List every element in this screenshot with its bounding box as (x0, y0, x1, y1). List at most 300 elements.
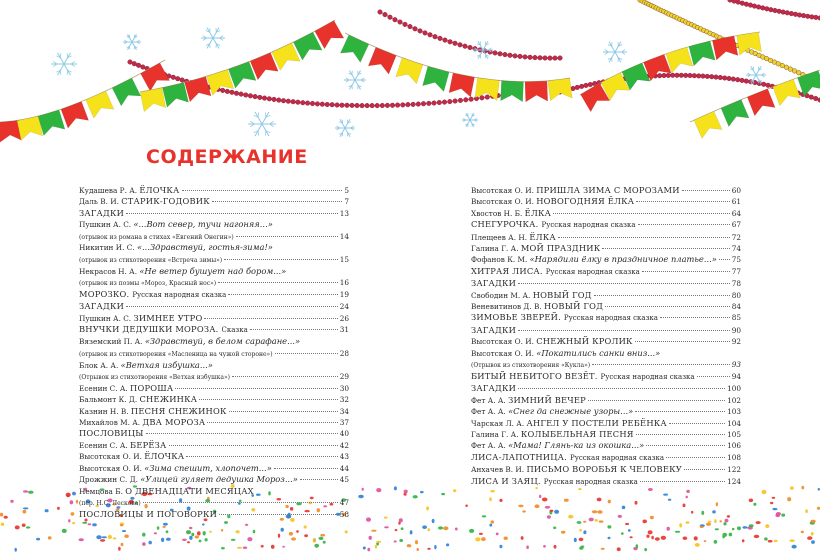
confetti-dot (725, 519, 729, 523)
toc-author: Вяземский П. А. (79, 337, 143, 347)
confetti-dot (496, 533, 499, 536)
toc-entry (79, 440, 349, 451)
garland-bead (709, 74, 714, 79)
dot-leader (638, 224, 730, 225)
toc-entry (471, 371, 741, 383)
toc-line (79, 254, 349, 266)
toc-line (471, 336, 741, 347)
toc-genre: Русская народная сказка (600, 372, 695, 381)
dot-leader (274, 468, 338, 469)
confetti-dot (189, 527, 192, 529)
toc-entry (79, 324, 349, 336)
confetti-dot (163, 523, 168, 526)
garland-bead (428, 33, 433, 38)
toc-page-number: 60 (731, 186, 741, 195)
toc-text (79, 394, 197, 405)
toc-page-number: 106 (727, 441, 741, 451)
garland-bead (401, 103, 406, 108)
toc-line (471, 243, 741, 254)
garland-bead (761, 82, 766, 87)
confetti-dot (102, 536, 107, 538)
confetti-dot (237, 547, 242, 549)
garland-bead (437, 100, 442, 105)
toc-title: ПОСЛОВИЦЫ И ПОГОВОРКИ (79, 508, 218, 519)
confetti-dot (579, 529, 582, 532)
confetti-dot (15, 548, 17, 552)
confetti-dot (202, 523, 205, 525)
garland-bead (305, 101, 310, 106)
toc-page-number: 90 (731, 325, 741, 335)
confetti-dot (371, 530, 376, 532)
confetti-dot (1, 523, 5, 526)
dot-leader (666, 457, 725, 458)
dot-leader (635, 341, 730, 342)
confetti-dot (775, 514, 780, 517)
confetti-dot (737, 526, 741, 530)
toc-entry (79, 417, 349, 428)
toc-page-number: 58 (339, 509, 349, 519)
confetti-dot (481, 537, 486, 541)
confetti-dot (691, 511, 693, 514)
confetti-dot (597, 498, 602, 502)
toc-title: «Улицей гуляет дедушка Мороз...» (140, 474, 298, 485)
confetti-dot (465, 505, 468, 507)
dot-leader (636, 201, 730, 202)
confetti-dot (504, 537, 508, 540)
toc-line (79, 301, 349, 312)
confetti-dot (592, 510, 598, 513)
dot-leader (719, 259, 730, 260)
confetti-dot (772, 497, 776, 499)
confetti-dot (278, 534, 280, 538)
bunting-flag (38, 110, 65, 136)
toc-author: Некрасов Н. А. (79, 266, 138, 276)
confetti-dot (650, 516, 654, 519)
garland-bead (662, 73, 667, 78)
garland-bead (766, 83, 771, 88)
toc-text (79, 440, 167, 451)
confetti-dot (694, 536, 698, 540)
toc-line (79, 417, 349, 428)
confetti-dot (790, 486, 794, 489)
toc-page-number: 72 (731, 232, 741, 242)
confetti-dot (221, 529, 223, 532)
toc-text (471, 383, 516, 394)
garland-bead (406, 102, 411, 107)
dot-leader (640, 481, 725, 482)
confetti-dot (539, 495, 541, 498)
toc-text (79, 196, 210, 207)
toc-page-number: 85 (731, 313, 741, 323)
garland-bead (485, 95, 490, 100)
confetti-dot (363, 547, 366, 550)
confetti-dot (221, 547, 225, 549)
confetti-dot (701, 511, 704, 515)
confetti-dot (801, 531, 804, 534)
confetti-dot (362, 488, 364, 491)
confetti-dot (375, 545, 378, 548)
toc-line (471, 406, 741, 417)
garland-bead (375, 103, 380, 108)
toc-title: ЗИМОВЬЕ ЗВЕРЕЙ. (471, 312, 561, 323)
toc-author: Казнин Н. В. (79, 406, 129, 416)
toc-title: ЗАГАДКИ (471, 278, 517, 289)
toc-page-number: 7 (344, 197, 349, 207)
confetti-dot (535, 504, 540, 508)
garland-bead (385, 103, 390, 108)
toc-entry (471, 406, 741, 417)
confetti-dot (764, 537, 768, 540)
bunting-flag (340, 35, 368, 62)
confetti-dot (142, 533, 145, 537)
garland-bead (765, 7, 770, 12)
bunting-flag (666, 47, 693, 73)
toc-author: Галина Г. А. (471, 244, 519, 254)
confetti-dot (291, 537, 296, 540)
toc-text (79, 474, 298, 485)
confetti-dot (100, 539, 105, 542)
toc-title: СНЕЖИНКА (139, 394, 198, 405)
confetti-dot (625, 523, 629, 525)
toc-line (471, 232, 741, 243)
confetti-dot (655, 537, 660, 541)
confetti-dot (76, 500, 78, 504)
toc-title: О ДВЕНАДЦАТИ МЕСЯЦАХ (125, 485, 254, 496)
confetti-dot (72, 522, 75, 524)
confetti-dot (96, 535, 101, 539)
confetti-dot (157, 526, 160, 530)
toc-text (79, 313, 202, 324)
confetti-dot (561, 531, 566, 534)
confetti-dot (683, 537, 688, 540)
toc-title: «Покатились санки вниз...» (536, 347, 661, 358)
toc-author: Высотская О. И. (79, 463, 142, 473)
confetti-dot (72, 492, 76, 496)
toc-text (471, 301, 603, 312)
toc-title: ЗИМНИЙ ВЕЧЕР (508, 394, 586, 405)
toc-author: Есенин С. А. (79, 440, 128, 450)
confetti-dot (113, 537, 117, 539)
toc-text (471, 266, 640, 278)
toc-page-number: 67 (731, 220, 741, 230)
garland-bead (383, 12, 388, 17)
toc-title: ПЕСНЯ СНЕЖИНОК (130, 405, 227, 416)
confetti-dot (197, 531, 201, 535)
confetti-dot (367, 548, 370, 552)
garland-bead (365, 103, 370, 108)
toc-note: (отрывок из стихотворения «Встреча зимы») (79, 256, 223, 264)
toc-text (79, 266, 286, 277)
garland-bead (805, 14, 810, 19)
toc-page-number: 92 (731, 337, 741, 347)
dot-leader (684, 469, 725, 470)
garland-bead (756, 5, 761, 10)
confetti-dot (601, 548, 605, 550)
confetti-dot (542, 498, 548, 502)
bunting-flag (694, 111, 722, 138)
garland-bead (688, 73, 693, 78)
toc-title: «Зима спешит, хлопочет...» (144, 462, 272, 473)
confetti-dot (753, 503, 756, 506)
garland-bead (810, 15, 815, 20)
confetti-dot (770, 502, 773, 504)
toc-line (79, 313, 349, 324)
toc-title: ПИСЬМО ВОРОБЬЯ К ЧЕЛОВЕКУ (526, 464, 682, 475)
bunting-flag (17, 116, 43, 140)
toc-genre: Сказка (221, 326, 248, 335)
confetti-dot (499, 499, 502, 502)
toc-entry (471, 266, 741, 278)
garland-bead (320, 102, 325, 107)
garland-bead (735, 77, 740, 82)
confetti-dot (781, 514, 785, 517)
confetti-dot (410, 530, 413, 534)
toc-line (79, 428, 349, 439)
confetti-dot (489, 497, 492, 501)
toc-title: СНЕГУРОЧКА. (471, 219, 539, 230)
dot-leader (126, 213, 338, 214)
garland-bead (732, 0, 737, 3)
garland-bead (413, 27, 418, 32)
confetti-dot (281, 528, 284, 532)
confetti-dot (723, 522, 726, 525)
confetti-dot (712, 510, 716, 513)
garland-bead (518, 54, 523, 59)
toc-page-number: 42 (339, 440, 349, 450)
toc-text (471, 371, 695, 383)
toc-page-number: 13 (339, 208, 349, 218)
confetti-dot (714, 540, 718, 544)
dot-leader (143, 502, 338, 503)
confetti-dot (789, 539, 794, 542)
confetti-dot (716, 502, 718, 506)
toc-title: «...Вот север, тучи нагоняя...» (133, 219, 273, 230)
garland-bead (448, 40, 453, 45)
toc-text (79, 242, 273, 253)
confetti-dot (71, 512, 75, 516)
confetti-dot (296, 530, 299, 533)
garland-bead (657, 73, 662, 78)
garland-bead (230, 90, 235, 95)
confetti-dot (438, 526, 443, 529)
dot-leader (602, 248, 729, 249)
toc-title: ПОРОША (130, 382, 174, 393)
confetti-dot (756, 521, 761, 524)
toc-line (79, 474, 349, 485)
toc-page-number: 77 (731, 266, 741, 276)
toc-title: ЗАГАДКИ (471, 324, 517, 335)
garland-bead (538, 56, 543, 61)
garland-bead (258, 95, 263, 100)
garland-bead (813, 96, 818, 101)
dot-leader (207, 422, 337, 423)
toc-title: НОВОГОДНЯЯ ЁЛКА (536, 196, 635, 207)
confetti-dot (618, 515, 622, 518)
confetti-dot (580, 546, 584, 548)
toc-entry (471, 243, 741, 254)
toc-page-number: 5 (344, 186, 349, 195)
confetti-dot (774, 540, 778, 542)
toc-genre: Русская народная сказка (570, 453, 665, 462)
bunting-flag (140, 88, 165, 112)
garland-bead (423, 31, 428, 36)
garland-bead (718, 75, 723, 80)
confetti-dot (490, 490, 494, 492)
dot-leader (219, 514, 338, 515)
confetti-dot (394, 486, 397, 490)
toc-entry (79, 428, 349, 439)
toc-entry (471, 278, 741, 289)
confetti-dot (453, 489, 456, 492)
bunting-flag (525, 81, 548, 102)
confetti-dot (22, 524, 26, 527)
toc-page-number: 80 (731, 290, 741, 300)
garland-bead (463, 44, 468, 49)
confetti-dot (289, 532, 293, 536)
garland-bead (132, 61, 137, 66)
toc-page-number: 45 (339, 475, 349, 485)
confetti-dot (261, 545, 264, 548)
garland-bead (752, 4, 757, 9)
bunting-flag (449, 73, 475, 97)
toc-author: Свободин М. А. (471, 290, 531, 300)
toc-text (471, 219, 636, 231)
toc-page-number: 64 (731, 208, 741, 218)
toc-entry (79, 242, 349, 265)
toc-title: АНГЕЛ У ПОСТЕЛИ РЕБЁНКА (526, 417, 667, 428)
garland-bead (744, 2, 749, 7)
toc-line (471, 418, 741, 429)
dot-leader (236, 236, 338, 237)
toc-entry (471, 383, 741, 394)
toc-entry (79, 451, 349, 462)
toc-line (79, 277, 349, 289)
dot-leader (636, 434, 725, 435)
garland-bead (740, 1, 745, 6)
confetti-dot (807, 536, 812, 540)
confetti-dot (441, 493, 445, 495)
toc-text (471, 208, 551, 219)
toc-entry (471, 395, 741, 406)
confetti-dot (142, 542, 146, 546)
toc-line (79, 360, 349, 371)
confetti-dot (695, 543, 700, 547)
garland-bead (464, 98, 469, 103)
toc-page-number: 15 (339, 254, 349, 264)
confetti-dot (413, 495, 418, 498)
dot-leader (682, 190, 730, 191)
toc-text (471, 278, 516, 289)
toc-text (471, 452, 664, 464)
garland-bead (584, 83, 589, 88)
garland-bead (760, 6, 765, 11)
toc-text (79, 208, 124, 219)
toc-author: Немцова Б. (79, 486, 123, 496)
confetti-dot (304, 525, 307, 528)
confetti-dot (621, 532, 624, 535)
dot-leader (635, 411, 725, 412)
toc-genre: Русская народная сказка (541, 221, 636, 230)
toc-title: «Нарядили ёлку в праздничное платье...» (529, 254, 717, 265)
toc-page-number: 93 (731, 360, 741, 370)
bunting-flag (548, 78, 572, 101)
garland-bead (469, 97, 474, 102)
toc-entry (471, 290, 741, 301)
confetti-dot (811, 532, 814, 536)
toc-entry (79, 383, 349, 394)
toc-line (471, 312, 741, 324)
dot-leader (186, 456, 337, 457)
toc-right-column (471, 185, 741, 488)
confetti-dot (805, 509, 808, 513)
garland-bead (777, 9, 782, 14)
toc-text (79, 324, 248, 336)
confetti-dot (0, 513, 3, 517)
toc-author: Фет А. А. (471, 407, 506, 417)
toc-author: Даль В. И. (79, 197, 119, 207)
confetti-dot (706, 523, 711, 526)
garland-bead (468, 45, 473, 50)
confetti-dot (376, 541, 381, 543)
confetti-dot (70, 500, 74, 504)
toc-author: Галина Г. А. (471, 429, 519, 439)
confetti-dot (108, 535, 112, 539)
toc-text (471, 418, 667, 429)
confetti-dot (675, 531, 680, 533)
confetti-dot (595, 519, 598, 522)
garland-bead (253, 94, 258, 99)
toc-page-number: 40 (339, 429, 349, 439)
toc-text (471, 254, 717, 265)
confetti-dot (700, 526, 704, 528)
confetti-dot (154, 532, 157, 534)
toc-page-number: 61 (731, 197, 741, 207)
toc-text (471, 476, 638, 488)
confetti-dot (554, 545, 557, 549)
toc-entry (79, 301, 349, 312)
toc-line (79, 289, 349, 301)
garland-bead (731, 77, 736, 82)
snowflakes (51, 28, 766, 137)
confetti-dot (199, 540, 202, 543)
garland-bead (244, 93, 249, 98)
toc-entry (471, 254, 741, 265)
toc-entry (471, 429, 741, 440)
garland-bead (355, 103, 360, 108)
garland-bead (679, 73, 684, 78)
bunting-flag (61, 102, 89, 129)
confetti-dot (62, 529, 67, 533)
bunting-flag (396, 58, 423, 84)
dot-leader (518, 330, 730, 331)
toc-entry (79, 406, 349, 417)
toc-line (471, 359, 741, 371)
toc-text (471, 395, 586, 406)
confetti-dot (599, 520, 604, 522)
garland-bead (683, 73, 688, 78)
confetti-dot (642, 520, 647, 524)
toc-line (471, 395, 741, 406)
confetti-dot (15, 525, 20, 529)
toc-genre: Русская народная сказка (543, 477, 638, 486)
garland-bead (277, 98, 282, 103)
garland-bead (533, 55, 538, 60)
toc-title: НОВЫЙ ГОД (544, 301, 604, 312)
confetti-dot (547, 515, 551, 518)
bunting-flag (689, 41, 715, 66)
confetti-dot (417, 548, 419, 551)
toc-entry (79, 219, 349, 242)
